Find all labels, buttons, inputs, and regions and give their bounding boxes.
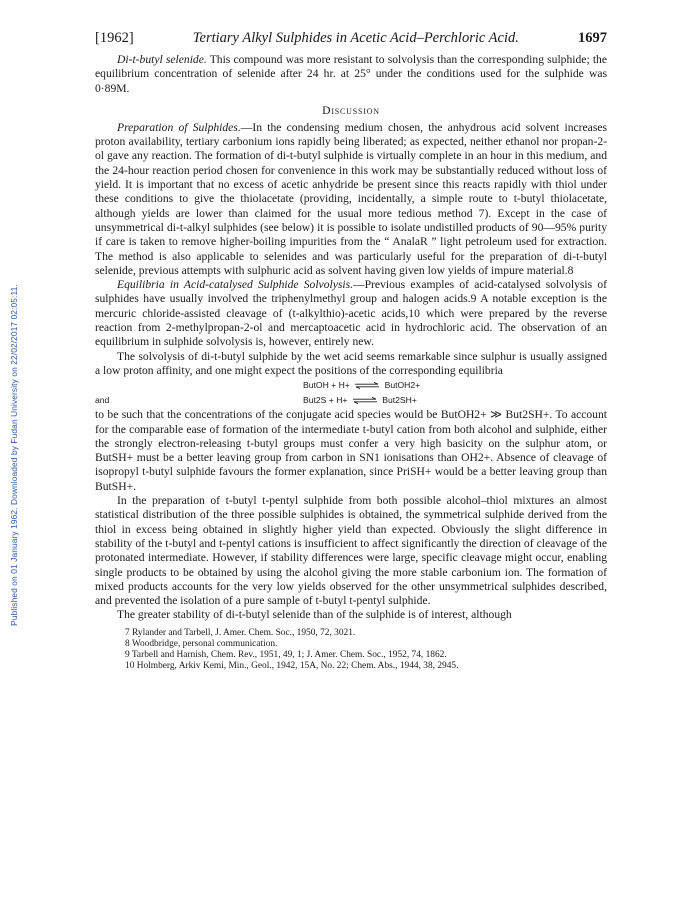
reference-item: 10 Holmberg, Arkiv Kemi, Min., Geol., 1942, 15A, No. 22; Chem. Abs., 1944, 38, 2945. bbox=[125, 660, 459, 671]
equation-lhs: ButOH + H+ bbox=[303, 380, 350, 391]
paragraph-conjugate: to be such that the concentrations of the conjugate acid species would be ButOH2+ ≫ But2SH+. To account for the comparable ease of formation of the intermediate t-butyl cation from both alcohol and sulphide, either the strongly electron-releasing t-butyl groups must confer a very high basicity on the sulphur atom, or ButSH+ must be a better leaving group from carbon in SN1 ionisations than OH2+. Absence of cleavage of isopropyl t-butyl sulphide favours the former explanation, since PriSH+ would be a better leaving group than ButSH+. bbox=[95, 408, 607, 493]
intro-paragraph bbox=[95, 53, 607, 96]
reference-item: 8 Woodbridge, personal communication. bbox=[125, 638, 278, 649]
equation-rhs: ButOH2+ bbox=[384, 380, 421, 391]
intro-text: This compound was more resistant to solvolysis than the corresponding sulphide; the equilibrium concentration of selenide after 24 hr. at 25° under the conditions used for the sulphide was 0·89M. bbox=[95, 53, 607, 95]
equation-lhs: But2S + H+ bbox=[303, 395, 348, 406]
download-notice-sidebar bbox=[0, 0, 28, 911]
equation-alcohol bbox=[95, 378, 607, 393]
preparation-text: —In the condensing medium chosen, the anhydrous acid solvent increases proton availability, tertiary carbonium ions rapidly being liberated; as expected, neither ethanol nor propan-2-ol gave any reaction. The formation of di-t-butyl sulphide is virtually complete in an hour in this medium, and the 24-hour reaction period chosen for convenience in this work may be substantially reduced without loss of yield. It is important that no excess of acetic anhydride be present since this reacts rapidly with thiol under these conditions to give the thiolacetate (providing, incidentally, a simple route to t-butyl thiolacetate, although yields are lower than claimed for the usual more tedious method 7). Except in the case of unsymmetrical di-t-alkyl sulphides (see below) it is possible to isolate undistilled products of 90—95% purity if care is taken to remove higher-boiling impurities from the “ AnalaR ” light petroleum used for extraction. The method is also applicable to selenides and was particularly useful for the preparation of di-t-butyl selenide, previous attempts with sulphuric acid as solvent having given low yields of impure material.8 bbox=[95, 120, 608, 277]
paragraph-preparation bbox=[95, 121, 607, 278]
paragraph-solvolysis: The solvolysis of di-t-butyl sulphide by the wet acid seems remarkable since sulphur is usually assigned a low proton affinity, and one might expect the positions of the corresponding equilibria bbox=[95, 349, 607, 377]
intro-lead: Di-t-butyl selenide. bbox=[117, 53, 207, 66]
equation-label: and bbox=[95, 395, 110, 406]
equation-sulphide bbox=[95, 393, 607, 408]
equilibrium-arrow-icon bbox=[354, 382, 380, 389]
reference-item: 7 Rylander and Tarbell, J. Amer. Chem. Soc., 1950, 72, 3021. bbox=[125, 627, 356, 638]
running-header bbox=[95, 30, 607, 47]
paragraph-equilibria bbox=[95, 278, 607, 349]
header-year: [1962] bbox=[95, 30, 134, 46]
paper-page bbox=[95, 30, 607, 672]
header-title: Tertiary Alkyl Sulphides in Acetic Acid–Perchloric Acid. bbox=[192, 30, 519, 46]
references bbox=[95, 628, 607, 672]
download-notice-text: Published on 01 January 1962. Downloaded by Fudan University on 22/02/2017 02:05:11. bbox=[9, 284, 19, 626]
equilibria-text: —Previous examples of acid-catalysed solvolysis of sulphides have usually involved the triphenylmethyl group and halogen acids.9 A notable exception is the mercuric chloride-assisted cleavage of (t-alkylthio)-acetic acids,10 which were prepared by the reverse reaction from 2-methylpropan-2-ol and mercaptoacetic acid in hydrochloric acid. The observation of an equilibrium in sulphide solvolysis is, however, entirely new. bbox=[95, 278, 607, 349]
preparation-lead: Preparation of Sulphides. bbox=[117, 120, 241, 134]
equilibria-lead: Equilibria in Acid-catalysed Sulphide Solvolysis. bbox=[117, 278, 354, 292]
reference-item: 9 Tarbell and Harnish, Chem. Rev., 1951, 49, 1; J. Amer. Chem. Soc., 1952, 74, 1862. bbox=[125, 649, 447, 660]
paragraph-selenide: The greater stability of di-t-butyl selenide than of the sulphide is of interest, although bbox=[117, 608, 512, 622]
paragraph-pentyl: In the preparation of t-butyl t-pentyl sulphide from both possible alcohol–thiol mixtures an almost statistical distribution of the three possible sulphides is obtained, the symmetrical sulphide derived from the thiol in excess being obtained in slightly higher yield than expected. Obviously the slight difference in stability of the t-butyl and t-pentyl cations is insufficient to affect significantly the direction of cleavage of the protonated intermediate. However, if stability differences were large, specific cleavage might occur, enabling single products to be obtained by using the alcohol giving the more stable carbonium ion. The formation of mixed products accounts for the very low yields observed for the other unsymmetrical sulphides described, and prevented the isolation of a pure sample of t-butyl t-pentyl sulphide. bbox=[95, 494, 607, 608]
page-number: 1697 bbox=[577, 30, 607, 46]
section-title-discussion: Discussion bbox=[322, 103, 380, 117]
equation-rhs: But2SH+ bbox=[382, 395, 417, 406]
equilibrium-arrow-icon bbox=[352, 397, 378, 404]
